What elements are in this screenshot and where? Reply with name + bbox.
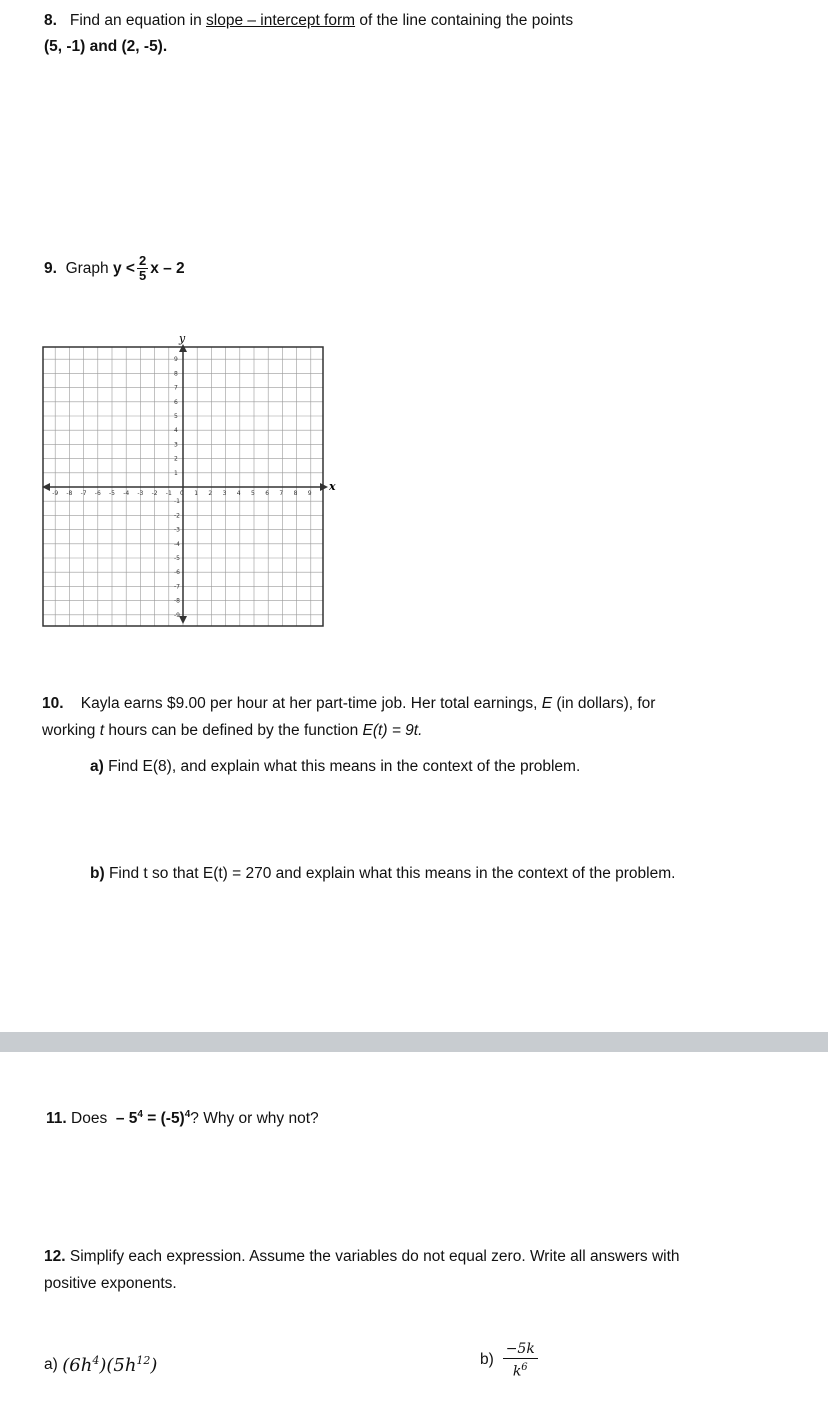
q9-line — [44, 254, 185, 283]
y-tick-label: 2 — [174, 455, 178, 463]
q11-post: ? Why or why not? — [190, 1110, 319, 1128]
y-tick-label: -7 — [174, 583, 180, 591]
q10-line1 — [42, 691, 655, 717]
y-tick-label: 5 — [174, 413, 178, 420]
q12-b-den-base: k — [512, 1363, 522, 1380]
q12-a-e2: 12 — [136, 1354, 151, 1367]
q10-part-b — [90, 861, 675, 887]
y-tick-label: 6 — [174, 398, 178, 406]
q12-a-label: a) — [44, 1356, 58, 1373]
y-tick-label: 9 — [174, 356, 178, 364]
q10-line2 — [42, 718, 422, 744]
q8-line1 — [44, 8, 573, 34]
x-axis-label: x — [329, 480, 336, 493]
q10-text-1: Kayla earns $9.00 per hour at her part-time job. Her total earnings, — [80, 695, 542, 712]
x-tick-label: -5 — [109, 490, 115, 497]
q11-line — [46, 1102, 319, 1132]
y-axis-arrow — [179, 344, 187, 352]
q9-frac-den: 5 — [138, 268, 147, 283]
y-tick-label: 7 — [174, 384, 178, 392]
y-tick-label: -8 — [174, 597, 180, 605]
q9-number: 9. — [44, 259, 57, 277]
q9-suffix: x – 2 — [150, 259, 185, 277]
x-tick-label: 9 — [307, 490, 312, 497]
q10-var-E: E — [541, 695, 553, 712]
q11-pre: Does — [66, 1110, 112, 1128]
y-tick-label: 1 — [174, 469, 178, 477]
q10-a-text: Find E(8), and explain what this means in the context of the problem. — [103, 758, 581, 775]
q9-frac-num: 2 — [138, 253, 147, 268]
q12-text-1: Simplify each expression. Assume the variables do not equal zero. Write all answers with — [65, 1248, 680, 1265]
x-tick-label: -2 — [151, 490, 158, 497]
x-tick-label: 5 — [251, 490, 255, 497]
q12-b-denominator — [513, 1359, 528, 1381]
y-axis-label: y — [179, 332, 186, 345]
q12-a-p1: (6h — [62, 1355, 93, 1376]
q11-exp2: 4 — [184, 1109, 191, 1120]
q8-number: 8. — [44, 12, 57, 29]
q12-b-fraction — [503, 1340, 538, 1381]
q8-text-pre: Find an equation in — [69, 12, 207, 29]
y-tick-label: -2 — [174, 512, 180, 520]
x-tick-labels — [52, 490, 312, 497]
q12-a-p2: )(5h — [99, 1355, 137, 1376]
q12-number: 12. — [44, 1248, 66, 1265]
q12-a-e1: 4 — [92, 1354, 100, 1367]
y-tick-label: 3 — [174, 441, 178, 449]
x-tick-label: -7 — [80, 490, 87, 497]
x-tick-label: -9 — [52, 490, 59, 497]
x-tick-label: 7 — [279, 490, 284, 497]
q8-text-post: of the line containing the points — [355, 12, 574, 29]
x-tick-label: 8 — [293, 490, 298, 497]
q10-b-label: b) — [90, 865, 105, 882]
q12-b-den-exp: 6 — [521, 1362, 528, 1373]
x-axis-arrow — [320, 483, 328, 491]
x-tick-label: -6 — [94, 490, 101, 497]
q9-prefix: Graph — [65, 259, 109, 277]
x-tick-label: 1 — [194, 490, 199, 497]
q10-part-a — [90, 754, 580, 780]
q10-text-4: hours can be defined by the function — [104, 722, 363, 739]
q12-part-a — [44, 1352, 157, 1378]
q12-b-numerator: −5k — [503, 1340, 538, 1359]
q10-a-label: a) — [90, 758, 104, 775]
y-tick-label: -4 — [174, 540, 180, 548]
q12-part-b — [480, 1340, 538, 1381]
q10-function: E(t) = 9t. — [362, 722, 423, 739]
y-tick-label: -9 — [174, 611, 180, 619]
q12-a-expression — [62, 1354, 157, 1376]
q11-eq: = (-5) — [142, 1110, 185, 1128]
q8-term-underlined: slope – intercept form — [206, 12, 356, 29]
q9-fraction — [137, 254, 148, 283]
page-separator — [0, 1032, 828, 1052]
q11-expression — [116, 1110, 190, 1127]
q10-text-3: working — [42, 722, 100, 739]
q12-line2: positive exponents. — [44, 1275, 177, 1292]
x-tick-label: 3 — [222, 490, 227, 497]
x-tick-label: -1 — [165, 490, 172, 497]
x-tick-label: 6 — [265, 490, 270, 497]
q11-number: 11. — [46, 1110, 67, 1128]
x-tick-label: -8 — [66, 490, 73, 497]
x-tick-label: 4 — [236, 490, 241, 497]
y-tick-label: -5 — [174, 555, 180, 562]
q11-expr-left: – 5 — [115, 1110, 138, 1128]
x-tick-label: 2 — [208, 490, 213, 497]
q10-var-t: t — [99, 722, 105, 739]
x-tick-label: 0 — [180, 490, 184, 497]
x-tick-label: -4 — [123, 490, 130, 497]
q12-a-p3: ) — [150, 1355, 158, 1376]
q10-b-text: Find t so that E(t) = 270 and explain what this means in the context of the problem. — [104, 865, 676, 882]
y-tick-label: -1 — [174, 498, 180, 506]
q12-b-label: b) — [480, 1351, 494, 1369]
q12-line1 — [44, 1244, 680, 1270]
q8-points: (5, -1) and (2, -5). — [44, 38, 168, 55]
x-tick-label: -3 — [137, 490, 144, 497]
q10-text-2: (in dollars), for — [552, 695, 656, 712]
y-tick-label: 8 — [174, 370, 178, 378]
y-tick-label: 4 — [174, 427, 178, 435]
coordinate-grid[interactable] — [36, 330, 336, 630]
y-tick-label: -3 — [174, 526, 180, 534]
q11-exp1: 4 — [137, 1109, 143, 1120]
q9-y-lt: y < — [112, 259, 135, 277]
y-tick-label: -6 — [174, 569, 180, 577]
y-axis-arrow-down — [179, 616, 187, 624]
q10-number: 10. — [42, 695, 64, 712]
